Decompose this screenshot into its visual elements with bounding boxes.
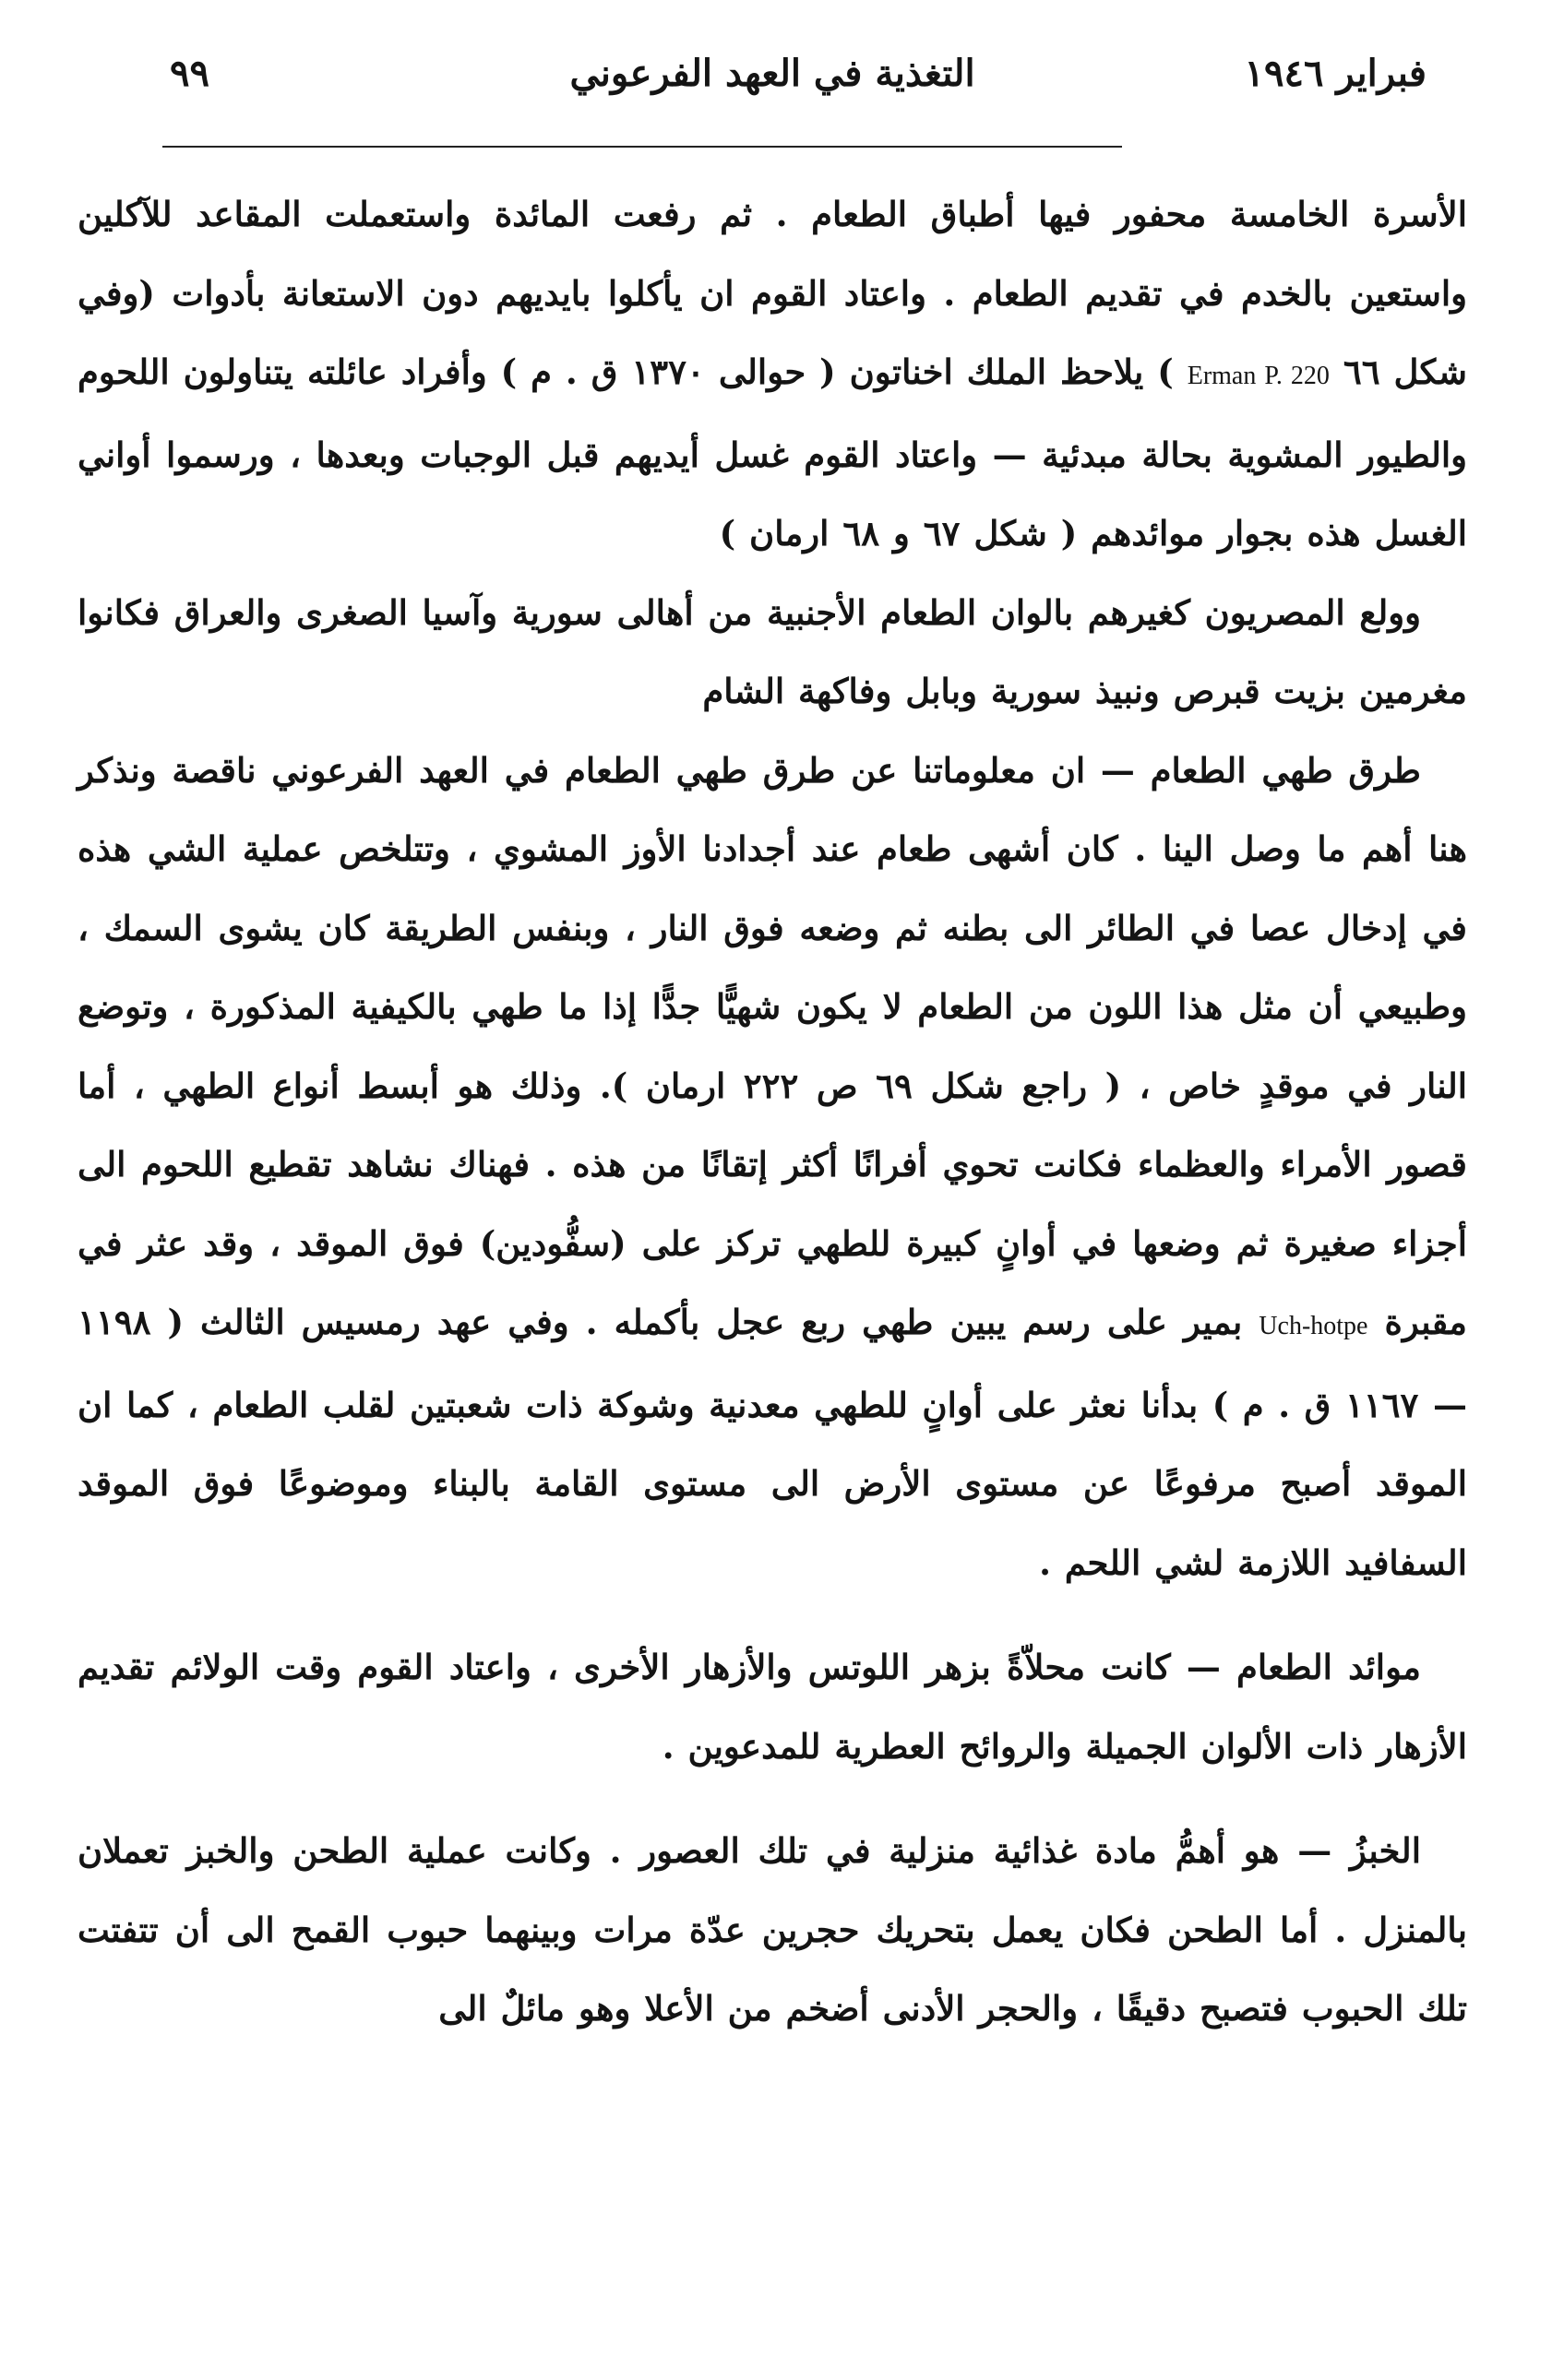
body-text: [78, 175, 1467, 2049]
paragraph-text: الأسرة الخامسة محفور فيها أطباق الطعام . ثم رفعت المائدة واستعملت المقاعد للآكلين واستعين بالخدم في تقديم الطعام . واعتاد القوم ان يأكلوا بايديهم دون الاستعانة بأدوات (وفي شكل ٦٦: [78, 194, 1467, 392]
paragraph-text: موائد الطعام — كانت محلاّةً بزهر اللوتس والأزهار الأخرى ، واعتاد القوم وقت الولائم تقديم الأزهار ذات الألوان الجميلة والروائح العطرية للمدعوين .: [78, 1647, 1467, 1767]
paragraph-bread: [78, 1812, 1467, 2049]
paragraph-text: بمير على رسم يبين طهي ربع عجل بأكمله . وفي عهد رمسيس الثالث ( ١١٩٨ — ١١٦٧ ق . م ) بدأنا نعثر على أوانٍ للطهي معدنية وشوكة ذات شعبتين لقلب الطعام ، كما ان الموقد أصبح مرفوعًا عن مستوى الأرض الى مستوى القامة بالبناء وموضوعًا فوق الموقد السفافيد اللازمة لشي اللحم .: [78, 1302, 1467, 1583]
paragraph-foreign-foods: [78, 574, 1467, 732]
paragraph-text: وولع المصريون كغيرهم بالوان الطعام الأجنبية من أهالى سورية وآسيا الصغرى والعراق فكانوا مغرمين بزيت قبرص ونبيذ سورية وبابل وفاكهة الشام: [78, 591, 1467, 711]
paragraph-text: ) يلاحظ الملك اخناتون ( حوالى ١٣٧٠ ق . م ) وأفراد عائلته يتناولون اللحوم والطيور المشوية بحالة مبدئية — واعتاد القوم غسل أيديهم قبل الوجبات وبعدها ، ورسموا أواني الغسل هذه بجوار موائدهم ( شكل ٦٧ و ٦٨ ارمان ): [78, 351, 1467, 553]
paragraph-dining-tables: [78, 1628, 1467, 1786]
paragraph-text: طرق طهي الطعام — ان معلوماتنا عن طرق طهي الطعام في العهد الفرعوني ناقصة ونذكر هنا أهم ما وصل الينا . كان أشهى طعام عند أجدادنا الأوز المشوي ، وتتلخص عملية الشي هذه في إدخال عصا في الطائر الى بطنه ثم وضعه فوق النار ، وبنفس الطريقة كان يشوى السمك ، وطبيعي أن مثل هذا اللون من الطعام لا يكون شهيًّا جدًّا إذا ما طهي بالكيفية المذكورة ، وتوضع النار في موقدٍ خاص ، ( راجع شكل ٦٩ ص ٢٢٢ ارمان ). وذلك هو أبسط أنواع الطهي ، أما قصور الأمراء والعظماء فكانت تحوي أفرانًا أكثر إتقانًا من هذه . فهناك نشاهد تقطيع اللحوم الى أجزاء صغيرة ثم وضعها في أوانٍ كبيرة للطهي تركز على (سفُّودين) فوق الموقد ، وقد عثر في مقبرة: [78, 749, 1468, 1342]
page-number: ٩٩: [170, 52, 209, 95]
paragraph-dining-customs: [78, 175, 1467, 574]
paragraph-cooking-methods: [78, 732, 1467, 1603]
paragraph-text: الخبزُ — هو أهمُّ مادة غذائية منزلية في تلك العصور . وكانت عملية الطحن والخبز تعملان بالمنزل . أما الطحن فكان يعمل بتحريك حجرين عدّة مرات وبينهما حبوب القمح الى أن تتفتت تلك الحبوب فتصبح دقيقًا ، والحجر الأدنى أضخم من الأعلا وهو مائلٌ الى: [78, 1830, 1467, 2029]
header-rule: [162, 146, 1122, 148]
tomb-name: Uch-hotpe: [1259, 1312, 1368, 1340]
running-header: [78, 44, 1467, 111]
citation-erman: Erman P. 220: [1187, 362, 1330, 390]
header-title: التغذية في العهد الفرعوني: [569, 52, 975, 95]
header-date: فبراير ١٩٤٦: [1244, 52, 1427, 95]
